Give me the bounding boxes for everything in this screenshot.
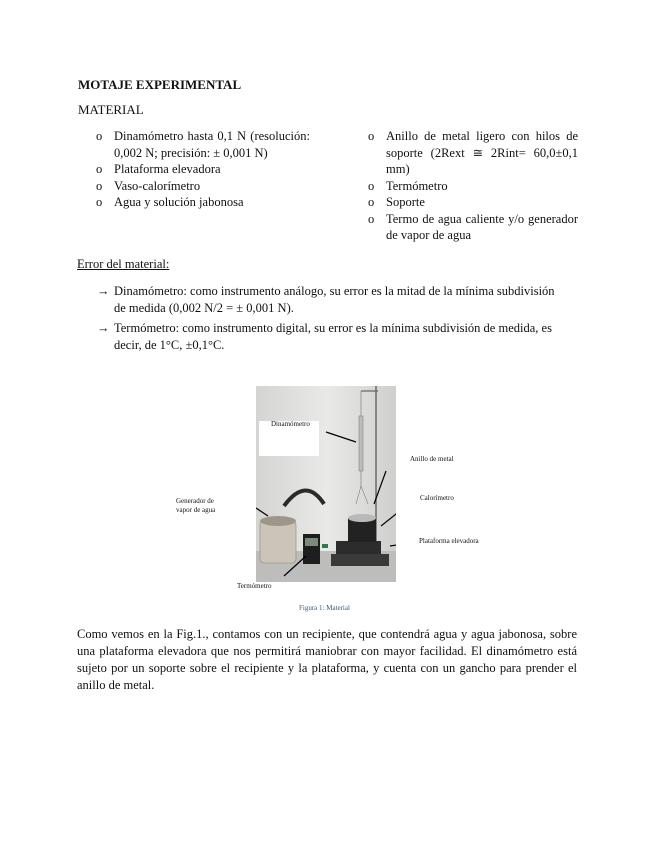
page-title: MOTAJE EXPERIMENTAL	[78, 77, 242, 92]
bullet-icon: o	[368, 195, 375, 209]
list-item: → Termómetro: como instrumento digital, su error es la mínima subdivisión de medida, es decir, de 1°C, ±0,1°C.	[97, 321, 552, 352]
bullet-icon: o	[96, 162, 103, 176]
label-termometro: Termómetro	[237, 582, 272, 590]
equipment-photo	[256, 386, 396, 582]
body-paragraph: Como vemos en la Fig.1., contamos con un recipiente, que contendrá agua y agua jabonosa, sobre una plataforma elevadora que nos permitirá maniobrar con mayor facilidad. El dinamómetro está sujeto por un soporte sobre el recipiente y la plataforma, y cuenta con un gancho para prender el anillo de metal.	[77, 627, 577, 692]
label-generador-2: vapor de agua	[176, 506, 216, 514]
section-subtitle: MATERIAL	[78, 102, 144, 117]
list-item: o Soporte	[368, 195, 425, 209]
list-item: o Agua y solución jabonosa	[96, 195, 244, 209]
label-generador-1: Generador de	[176, 497, 214, 505]
label-dinamometro: Dinamómetro	[271, 420, 310, 428]
label-plataforma: Plataforma elevadora	[419, 537, 479, 545]
bullet-icon: o	[96, 129, 103, 143]
bullet-icon: o	[368, 211, 375, 226]
materials-list-right	[368, 128, 578, 244]
materials-list-left	[96, 128, 310, 211]
list-item: o Dinamómetro hasta 0,1 N (resolución: 0,002 N; precisión: ± 0,001 N)	[96, 129, 310, 160]
bullet-icon: o	[96, 195, 103, 209]
error-list	[97, 283, 569, 357]
bullet-icon: o	[368, 178, 375, 193]
list-item: → Dinamómetro: como instrumento análogo, su error es la mitad de la mínima subdivisión de medida (0,002 N/2 = ± 0,001 N).	[97, 284, 555, 315]
bullet-icon: o	[96, 178, 103, 193]
bullet-icon: o	[368, 129, 375, 143]
list-item: o Termómetro	[368, 178, 448, 193]
error-title: Error del material:	[77, 257, 170, 271]
list-item: o Vaso-calorímetro	[96, 178, 201, 193]
arrow-right-icon: →	[97, 321, 110, 335]
label-anillo: Anillo de metal	[410, 455, 454, 463]
list-item: o Termo de agua caliente y/o generador de vapor de agua	[368, 211, 578, 242]
label-calorimetro: Calorímetro	[420, 494, 454, 502]
figure-caption: Figura 1: Material	[299, 604, 350, 612]
list-item: o Anillo de metal ligero con hilos de soporte (2Rext ≅ 2Rint= 60,0±0,1 mm)	[368, 129, 578, 176]
arrow-right-icon: →	[97, 284, 110, 298]
list-item: o Plataforma elevadora	[96, 162, 221, 176]
